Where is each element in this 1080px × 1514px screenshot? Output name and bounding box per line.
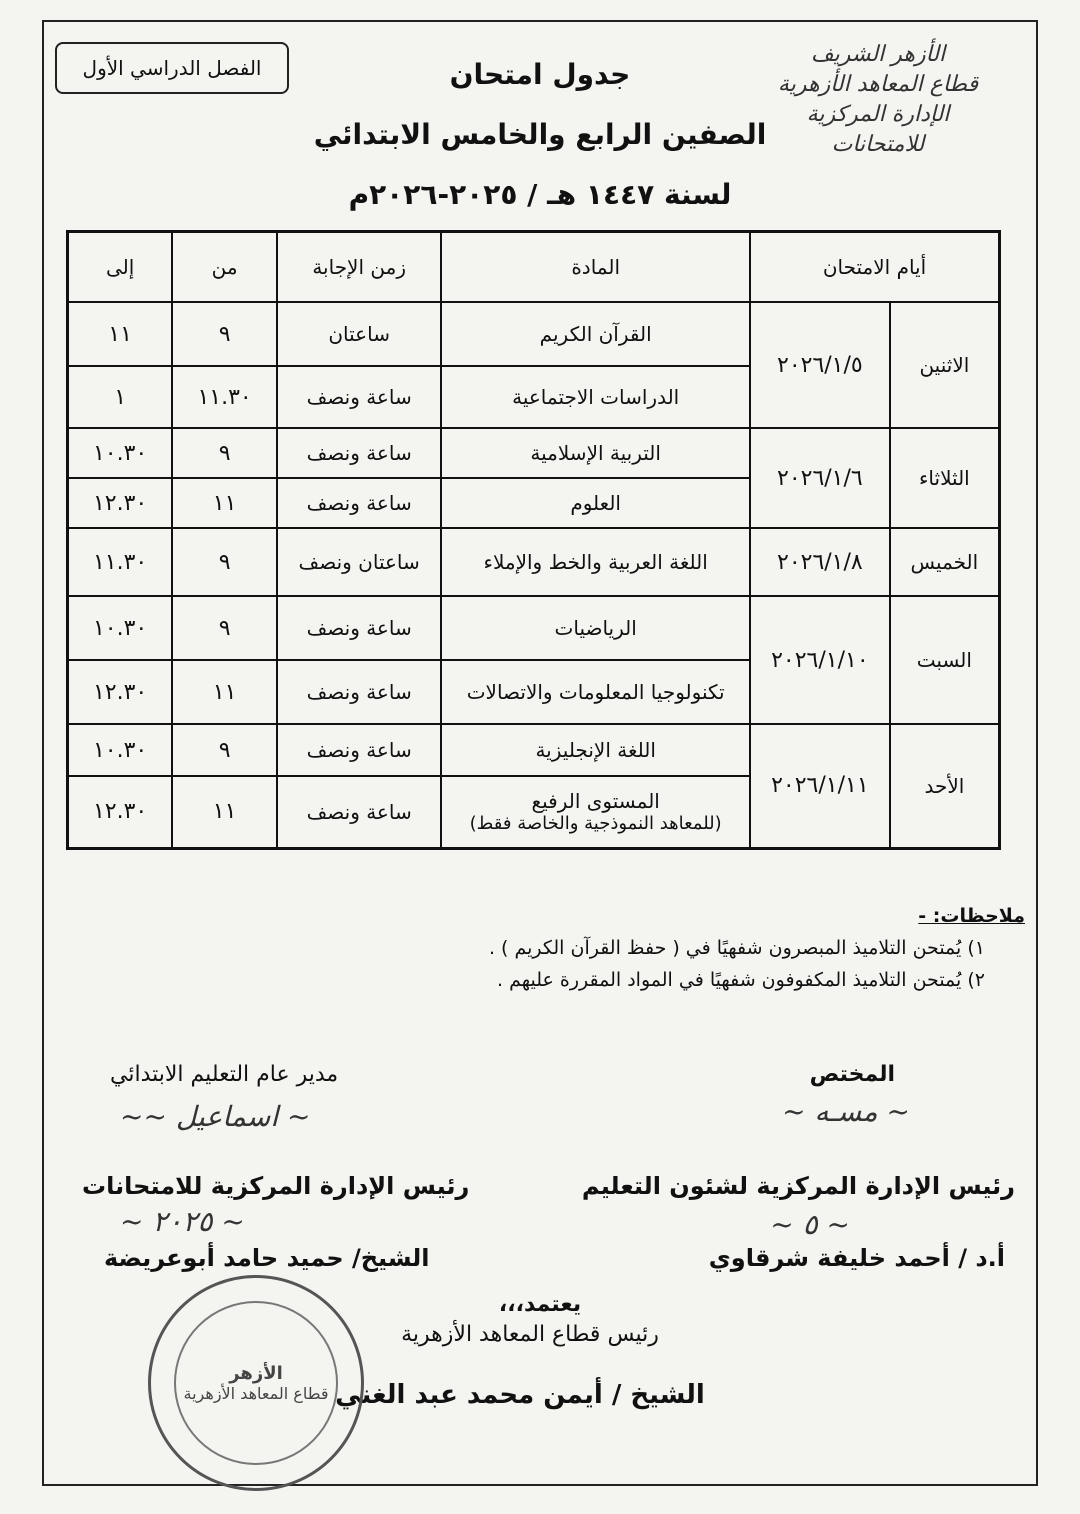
subject-cell: القرآن الكريم — [441, 302, 750, 366]
from-cell: ٩ — [172, 428, 277, 478]
logo-line: الإدارة المركزية للامتحانات — [806, 102, 950, 157]
stamp-text: قطاع المعاهد الأزهرية — [183, 1384, 329, 1403]
director-title: مدير عام التعليم الابتدائي — [110, 1062, 339, 1087]
date-cell: ٢٠٢٦/١/٦ — [750, 428, 890, 528]
page-subtitle: الصفين الرابع والخامس الابتدائي — [313, 118, 767, 151]
from-cell: ١١ — [172, 478, 277, 528]
date-cell: ٢٠٢٦/١/١٠ — [750, 596, 890, 724]
exam-schedule-table — [66, 230, 1001, 850]
note-item: ٢) يُمتحن التلاميذ المكفوفون شفهيًا في المواد المقررة عليهم . — [497, 969, 985, 991]
duration-cell: ساعة ونصف — [277, 596, 441, 660]
from-cell: ٩ — [172, 528, 277, 596]
to-cell: ١ — [68, 366, 173, 428]
education-head-title: رئيس الإدارة المركزية لشئون التعليم — [581, 1172, 1015, 1200]
day-cell: الأحد — [890, 724, 1000, 848]
to-cell: ١١ — [68, 302, 173, 366]
subject-cell: العلوم — [441, 478, 750, 528]
table-header-row — [68, 232, 1000, 303]
day-cell: الاثنين — [890, 302, 1000, 428]
to-cell: ١٠.٣٠ — [68, 596, 173, 660]
exams-head-title: رئيس الإدارة المركزية للامتحانات — [82, 1172, 470, 1200]
stamp-inner-ring — [174, 1301, 338, 1465]
to-cell: ١٠.٣٠ — [68, 428, 173, 478]
subject-cell: الدراسات الاجتماعية — [441, 366, 750, 428]
date-cell: ٢٠٢٦/١/٨ — [750, 528, 890, 596]
subject-note: (للمعاهد النموذجية والخاصة فقط) — [469, 813, 722, 835]
table-row — [68, 724, 1000, 776]
to-cell: ١٢.٣٠ — [68, 478, 173, 528]
exams-head-name: الشيخ/ حميد حامد أبوعريضة — [104, 1244, 430, 1272]
semester-box: الفصل الدراسي الأول — [55, 42, 289, 94]
header-from: من — [172, 232, 277, 303]
education-head-name: أ.د / أحمد خليفة شرقاوي — [708, 1244, 1005, 1272]
duration-cell: ساعة ونصف — [277, 660, 441, 724]
from-cell: ٩ — [172, 724, 277, 776]
to-cell: ١٠.٣٠ — [68, 724, 173, 776]
page-title: جدول امتحان — [449, 58, 631, 91]
duration-cell: ساعة ونصف — [277, 478, 441, 528]
academic-year: لسنة ١٤٤٧ هـ / ٢٠٢٥-٢٠٢٦م — [348, 178, 732, 211]
header-exam-days: أيام الامتحان — [750, 232, 1000, 303]
subject-cell: تكنولوجيا المعلومات والاتصالات — [441, 660, 750, 724]
director-signature: ~ اسماعيل ~~ — [120, 1100, 311, 1133]
subject-cell: اللغة العربية والخط والإملاء — [441, 528, 750, 596]
subject-cell — [441, 776, 750, 848]
sector-head-title: رئيس قطاع المعاهد الأزهرية — [401, 1322, 659, 1347]
approval-label: يعتمد،،، — [498, 1292, 582, 1317]
logo-line: قطاع المعاهد الأزهرية — [777, 72, 979, 97]
from-cell: ١١ — [172, 660, 277, 724]
date-cell: ٢٠٢٦/١/١١ — [750, 724, 890, 848]
official-stamp — [148, 1275, 364, 1491]
to-cell: ١١.٣٠ — [68, 528, 173, 596]
subject-cell: اللغة الإنجليزية — [441, 724, 750, 776]
header-duration: زمن الإجابة — [277, 232, 441, 303]
subject-cell: التربية الإسلامية — [441, 428, 750, 478]
subject-name: المستوى الرفيع — [531, 789, 660, 814]
specialist-signature: ~ مسـه ~ — [782, 1095, 910, 1128]
exams-head-signature: ~ ٢٠٢٥ ~ — [120, 1205, 245, 1238]
date-cell: ٢٠٢٦/١/٥ — [750, 302, 890, 428]
subject-cell: الرياضيات — [441, 596, 750, 660]
day-cell: الخميس — [890, 528, 1000, 596]
table-row — [68, 302, 1000, 366]
from-cell: ٩ — [172, 302, 277, 366]
stamp-text: الأزهر — [229, 1363, 283, 1384]
logo-line: الأزهر الشريف — [810, 42, 946, 67]
notes-section — [65, 900, 1025, 996]
note-item: ١) يُمتحن التلاميذ المبصرون شفهيًا في ( حفظ القرآن الكريم ) . — [488, 937, 985, 959]
duration-cell: ساعة ونصف — [277, 428, 441, 478]
to-cell: ١٢.٣٠ — [68, 660, 173, 724]
education-head-signature: ~ ٥ ~ — [770, 1208, 850, 1241]
duration-cell: ساعة ونصف — [277, 366, 441, 428]
table-row — [68, 428, 1000, 478]
specialist-title: المختص — [809, 1062, 895, 1087]
from-cell: ١١ — [172, 776, 277, 848]
duration-cell: ساعة ونصف — [277, 776, 441, 848]
sector-head-name: الشيخ / أيمن محمد عبد الغني — [335, 1380, 705, 1410]
day-cell: الثلاثاء — [890, 428, 1000, 528]
to-cell: ١٢.٣٠ — [68, 776, 173, 848]
notes-heading: ملاحظات: - — [918, 905, 1025, 927]
duration-cell: ساعتان — [277, 302, 441, 366]
duration-cell: ساعة ونصف — [277, 724, 441, 776]
from-cell: ١١.٣٠ — [172, 366, 277, 428]
from-cell: ٩ — [172, 596, 277, 660]
header-subject: المادة — [441, 232, 750, 303]
table-row — [68, 528, 1000, 596]
table-row — [68, 596, 1000, 660]
header-to: إلى — [68, 232, 173, 303]
day-cell: السبت — [890, 596, 1000, 724]
duration-cell: ساعتان ونصف — [277, 528, 441, 596]
